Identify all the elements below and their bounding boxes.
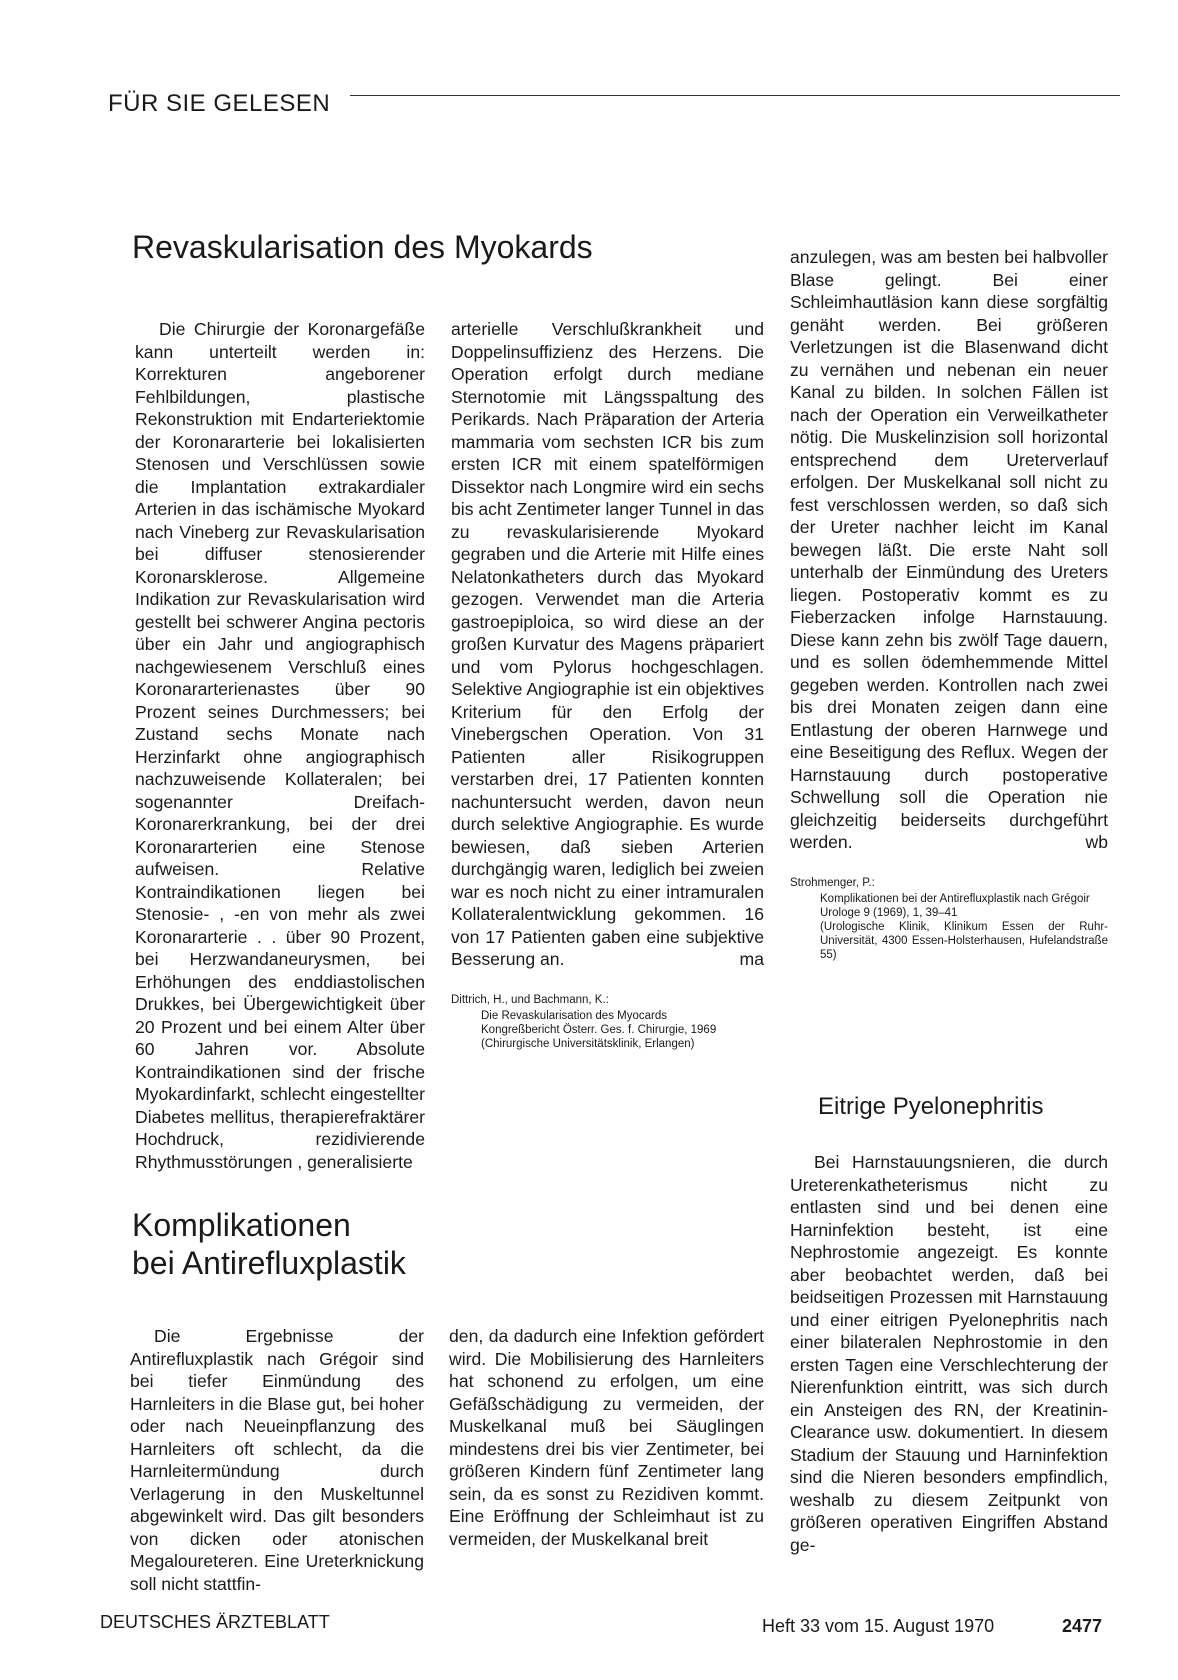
reference-author: Dittrich, H., und Bachmann, K.: bbox=[451, 993, 609, 1006]
article-title-pyelonephritis: Eitrige Pyelonephritis bbox=[818, 1093, 1044, 1120]
reference-title: Die Revaskularisation des Myocards bbox=[481, 1009, 667, 1022]
article2-paragraph-1: Die Ergebnisse der Antirefluxplastik nach Grégoir sind bei tiefer Einmündung des Harnleiters in die Blase gut, bei hoher oder nach Neueinpflanzung des Harnleiters oft schlecht, da die Harnleitermündung durch Verlagerung in den Muskeltunnel abgewinkelt wird. Das gilt besonders von dicken oder atonischen Megaloureteren. Eine Ureterknickung soll nicht stattfin- bbox=[130, 1326, 424, 1594]
reference-institution: (Chirurgische Universitätsklinik, Erlangen) bbox=[481, 1037, 695, 1050]
article1-column-1 bbox=[135, 318, 425, 1173]
article2-column-1 bbox=[130, 1325, 424, 1595]
section-header: FÜR SIE GELESEN bbox=[108, 90, 331, 117]
title-line-2: bei Antirefluxplastik bbox=[132, 1245, 406, 1281]
reference-institution: (Urologische Klinik, Klinikum Essen der Ruhr-Universität, 4300 Essen-Holsterhausen, Hufelandstraße 55) bbox=[820, 920, 1108, 961]
article1-paragraph-1: Die Chirurgie der Koronargefäße kann unterteilt werden in: Korrekturen angeborener Fehlbildungen, plastische Rekonstruktion mit Endarteriektomie der Koronararterie bei lokalisierten Stenosen und Verschlüssen sowie die Implantation extrakardialer Arterien in das ischämische Myokard nach Vineberg zur Revaskularisation bei diffuser stenosierender Koronarsklerose. Allgemeine Indikation zur Revaskularisation wird gestellt bei schwerer Angina pectoris über ein Jahr und angiographisch nachgewiesenem Verschluß eines Koronararterienastes über 90 Prozent seines Durchmessers; bei Zustand sechs Monate nach Herzinfarkt ohne angiographisch nachzuweisende Kollateralen; bei sogenannter Dreifach-Koronarerkrankung, bei der drei Koronararterien eine Stenose aufweisen. Relative Kontraindikationen liegen bei Stenosie- , -en von mehr als zwei Koronararterie . . über 90 Prozent, bei Herzwandaneurysmen, bei Erhöhungen des enddiastolischen Drukkes, bei Übergewichtigkeit über 20 Prozent und bei einem Alter über 60 Jahren vor. Absolute Kontraindikationen sind der frische Myokardinfarkt, schlecht eingestellter Diabetes mellitus, therapierefraktärer Hochdruck, rezidivierende Rhythmusstörungen , generalisierte bbox=[135, 319, 425, 1172]
article2-paragraph-2: den, da dadurch eine Infektion gefördert wird. Die Mobilisierung des Harnleiters hat schonend zu erfolgen, um eine Gefäßschädigung zu vermeiden, der Muskelkanal muß bei Säuglingen mindestens drei bis vier Zentimeter, bei größeren Kindern fünf Zentimeter lang sein, da es sonst zu Rezidiven kommt. Eine Eröffnung der Schleimhaut ist zu vermeiden, der Muskelkanal breit bbox=[449, 1326, 764, 1549]
article3-column bbox=[790, 1151, 1108, 1556]
reference-source: Urologe 9 (1969), 1, 39–41 bbox=[820, 906, 958, 919]
reference-title: Komplikationen bei der Antirefluxplastik nach Grégoir bbox=[820, 892, 1090, 905]
footer-journal: DEUTSCHES ÄRZTEBLATT bbox=[100, 1612, 330, 1632]
article2-column-3 bbox=[790, 246, 1108, 962]
article1-signature: ma bbox=[739, 949, 764, 969]
article-title-komplikationen bbox=[132, 1206, 406, 1282]
article1-reference bbox=[451, 993, 764, 1051]
article1-column-2 bbox=[451, 318, 764, 1051]
article-title-revaskularisation: Revaskularisation des Myokards bbox=[132, 229, 593, 265]
article2-column-2 bbox=[449, 1325, 764, 1550]
header-rule bbox=[350, 95, 1120, 96]
reference-source: Kongreßbericht Österr. Ges. f. Chirurgie, 1969 bbox=[481, 1023, 717, 1036]
article3-paragraph: Bei Harnstauungsnieren, die durch Ureterenkatheterismus nicht zu entlasten sind und bei denen eine Harninfektion besteht, ist eine Nephrostomie angezeigt. Es konnte aber beobachtet werden, daß bei beidseitigen Prozessen mit Harnstauung und einer eitrigen Pyelonephritis nach einer bilateralen Nephrostomie in den ersten Tagen eine Verschlechterung der Nierenfunktion eintritt, was sich durch ein Ansteigen des RN, der Kreatinin-Clearance usw. dokumentiert. In diesem Stadium der Stauung und Harninfektion sind die Nieren besonders empfindlich, weshalb zu diesem Zeitpunkt von größeren operativen Eingriffen Abstand ge- bbox=[790, 1152, 1108, 1555]
article2-signature: wb bbox=[1085, 832, 1108, 852]
footer-page-number: 2477 bbox=[1062, 1616, 1103, 1636]
article1-paragraph-2: arterielle Verschlußkrankheit und Doppelinsuffizienz des Herzens. Die Operation erfolgt durch mediane Sternotomie mit Längsspaltung des Perikards. Nach Präparation der Arteria mammaria vom sechsten ICR bis zum ersten ICR mit einem spatelförmigen Dissektor nach Longmire wird ein sechs bis acht Zentimeter langer Tunnel in das zu revaskularisierende Myokard gegraben und die Arterie mit Hilfe eines Nelatonkatheters durch das Myokard gezogen. Verwendet man die Arteria gastroepiploica, so wird diese an der großen Kurvatur des Magens präpariert und vom Pylorus hochgeschlagen. Selektive Angiographie ist ein objektives Kriterium für den Erfolg der Vinebergschen Operation. Von 31 Patienten aller Risikogruppen verstarben drei, 17 Patienten konnten nachuntersucht werden, davon neun durch selektive Angiographie. Es wurde bewiesen, daß sieben Arterien durchgängig waren, lediglich bei zweien war es noch nicht zu einer intramuralen Kollateralentwicklung gekommen. 16 von 17 Patienten gaben eine subjektive Besserung an. ma bbox=[451, 319, 764, 969]
footer-issue: Heft 33 vom 15. August 1970 bbox=[762, 1616, 995, 1636]
reference-author: Strohmenger, P.: bbox=[790, 876, 875, 889]
title-line-1: Komplikationen bbox=[132, 1207, 351, 1243]
article2-paragraph-3: anzulegen, was am besten bei halbvoller Blase gelingt. Bei einer Schleimhautläsion kann diese sorgfältig genäht werden. Bei größeren Verletzungen ist die Blasenwand dicht zu vernähen und nebenan ein neuer Kanal zu bilden. In solchen Fällen ist nach der Operation ein Verweilkatheter nötig. Die Muskelinzision soll horizontal entsprechend dem Ureterverlauf erfolgen. Der Muskelkanal soll nicht zu fest verschlossen werden, so daß sich der Ureter nachher leicht im Kanal bewegen läßt. Die erste Naht soll unterhalb der Einmündung des Ureters liegen. Postoperativ kommt es zu Fieberzacken infolge Harnstauung. Diese kann zehn bis zwölf Tage dauern, und es sollen ödemhemmende Mittel gegeben werden. Kontrollen nach zwei bis drei Monaten zeigen dann eine Entlastung der oberen Harnwege und eine Beseitigung des Reflux. Wegen der Harnstauung durch postoperative Schwellung soll die Operation nie gleichzeitig beiderseits durchgeführt werden. wb bbox=[790, 247, 1108, 852]
article2-reference bbox=[790, 876, 1108, 962]
